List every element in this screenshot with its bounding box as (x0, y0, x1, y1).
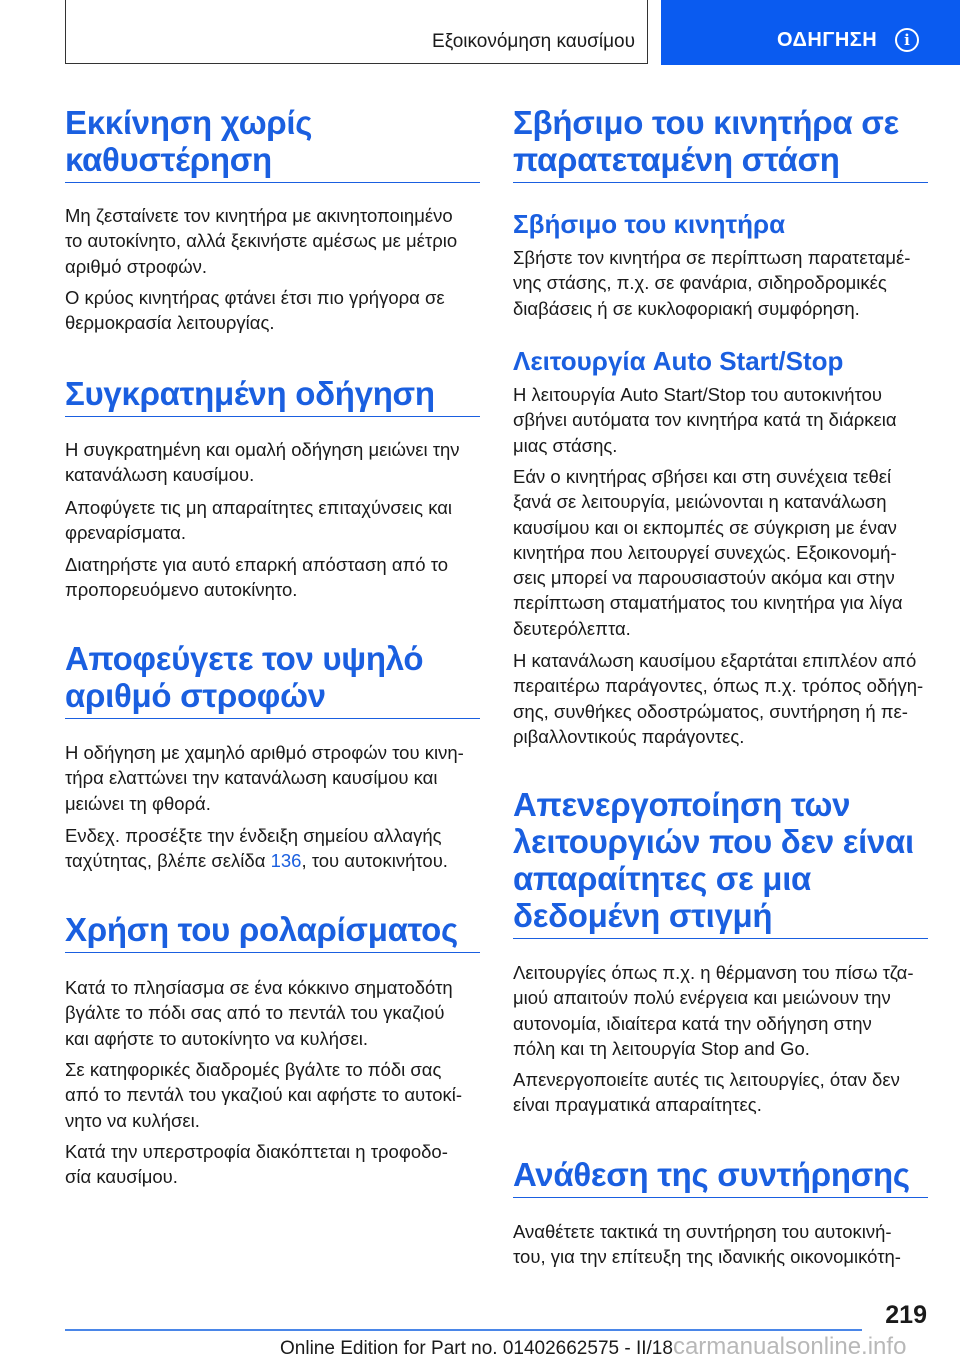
text-line: Η οδήγηση με χαμηλό αριθμό στροφών του κινη- (65, 742, 464, 763)
paragraph (65, 740, 480, 816)
heading-maintenance (513, 1156, 928, 1198)
text-line: αριθμό στροφών (65, 677, 326, 714)
paragraph (65, 495, 480, 546)
paragraph-line (65, 848, 480, 873)
text-line: διαβάσεις ή σε κυκλοφοριακή συμφόρηση. (513, 297, 860, 319)
text-line: αυτονομία, ιδιαίτερα κατά την οδήγηση στην (513, 1012, 872, 1034)
paragraph (513, 960, 928, 1061)
paragraph (65, 285, 480, 336)
info-icon[interactable]: i (895, 28, 919, 52)
text-line: προπορευόμενο αυτοκίνητο. (65, 579, 298, 601)
paragraph (513, 382, 928, 458)
text-line: Ο κρύος κινητήρας φτάνει έτσι πιο γρήγορα σε (65, 287, 445, 308)
paragraph (513, 1067, 928, 1118)
text-line: ριβαλλοντικούς παράγοντες. (513, 725, 745, 747)
text-line: περίπτωση σταματήματος του κινητήρα για λίγα (513, 592, 903, 614)
paragraph (65, 1057, 480, 1133)
text-line: και αφήστε το αυτοκίνητο να κυλήσει. (65, 1027, 368, 1049)
paragraph (513, 464, 928, 641)
text-line: Ανάθεση της συντήρησης (513, 1156, 910, 1193)
text-line: αριθμό στροφών. (65, 255, 208, 277)
text-line: Αποφύγετε τις μη απαραίτητες επιταχύνσεις και (65, 497, 453, 518)
heading-engine-off-long-stop (513, 104, 928, 183)
text-line: νητο να κυλήσει. (65, 1109, 200, 1131)
text-line: Η συγκρατημένη και ομαλή οδήγηση μειώνει την (65, 439, 460, 460)
text-line: πόλη και τη λειτουργία Stop and Go. (513, 1037, 810, 1059)
text-line: Η κατανάλωση καυσίμου εξαρτάται επιπλέον από (513, 650, 917, 671)
text-line: Απενεργοποίηση των (513, 786, 851, 823)
text-line: καθυστέρηση (65, 141, 272, 178)
text-line: Εάν ο κινητήρας σβήσει και στη συνέχεια τεθεί (513, 466, 892, 487)
text: , του αυτοκινήτου. (301, 850, 448, 872)
subheading-auto-start-stop: Λειτουργία Auto Start/Stop (513, 346, 844, 376)
text-line: σης, συνθήκες οδοστρώματος, συντήρηση ή πε- (513, 700, 908, 722)
paragraph-line: Ενδεχ. προσέξτε την ένδειξη σημείου αλλαγής (65, 825, 442, 846)
text-line: Λειτουργίες όπως π.χ. η θέρμανση του πίσω τζα- (513, 962, 914, 983)
text-line: Χρήση του ρολαρίσματος (65, 911, 458, 948)
text-line: από το πεντάλ του γκαζιού και αφήστε το αυτοκί- (65, 1084, 463, 1106)
text-line: λειτουργιών που δεν είναι (513, 823, 914, 860)
chapter-tab[interactable] (661, 0, 960, 65)
heading-deactivate-functions (513, 786, 928, 939)
text-line: βγάλτε το πόδι σας από το πεντάλ του γκαζιού (65, 1002, 445, 1024)
page-number: 219 (885, 1301, 927, 1329)
text-line: Εκκίνηση χωρίς (65, 104, 313, 141)
text-line: Σε κατηφορικές διαδρομές βγάλτε το πόδι σας (65, 1059, 442, 1080)
header-section-box (65, 0, 648, 64)
paragraph (513, 245, 928, 321)
text-line: νης στάσης, π.χ. σε φανάρια, σιδηροδρομικές (513, 272, 887, 294)
text-line: μιού απαιτούν πολύ ενέργεια και μειώνουν την (513, 987, 891, 1009)
text: ταχύτητας, βλέπε σελίδα (65, 850, 271, 872)
text-line: περαιτέρω παράγοντες, όπως π.χ. τρόπος οδήγη- (513, 675, 924, 697)
heading-moderate-driving (65, 375, 480, 417)
watermark: carmanualsonline.info (672, 1333, 907, 1360)
text-line: Κατά την υπερστροφία διακόπτεται η τροφοδο- (65, 1141, 448, 1162)
text-line: κατανάλωση καυσίμου. (65, 464, 255, 486)
text-line: Απενεργοποιείτε αυτές τις λειτουργίες, όταν δεν (513, 1069, 900, 1090)
text-line: απαραίτητες σε μια (513, 860, 812, 897)
section-title: Εξοικονόμηση καυσίμου (432, 31, 635, 52)
paragraph (65, 203, 480, 279)
text-line: Κατά το πλησίασμα σε ένα κόκκινο σηματοδότη (65, 977, 453, 998)
heading-avoid-high-rpm (65, 640, 480, 719)
paragraph (65, 823, 480, 874)
text-line: θερμοκρασία λειτουργίας. (65, 312, 275, 334)
text-line: σεις μπορεί να παρουσιαστούν ακόμα και στην (513, 567, 895, 589)
text-line: το αυτοκίνητο, αλλά ξεκινήστε αμέσως με μέτριο (65, 230, 458, 252)
text-line: καυσίμου και οι εκπομπές σε σύγκριση με έναν (513, 516, 897, 538)
text-line: είναι πραγματικά απαραίτητες. (513, 1094, 762, 1116)
text-line: του, για την επίτευξη της ιδανικής οικονομικότη- (513, 1246, 901, 1268)
paragraph (65, 552, 480, 603)
text-line: κινητήρα που λειτουργεί συνεχώς. Εξοικονομή- (513, 541, 897, 563)
text-line: τήρα ελαττώνει την κατανάλωση καυσίμου και (65, 767, 438, 789)
paragraph (65, 1139, 480, 1190)
paragraph (65, 975, 480, 1051)
text-line: δευτερόλεπτα. (513, 617, 631, 639)
text-line: Αναθέτετε τακτικά τη συντήρηση του αυτοκινή- (513, 1221, 892, 1242)
footer-divider (65, 1329, 862, 1331)
text-line: δεδομένη στιγμή (513, 897, 773, 934)
paragraph (513, 648, 928, 749)
text-line: Αποφεύγετε τον υψηλό (65, 640, 424, 677)
paragraph (65, 437, 480, 488)
text-line: παρατεταμένη στάση (513, 141, 840, 178)
text-line: Διατηρήστε για αυτό επαρκή απόσταση από το (65, 554, 449, 575)
text-line: σία καυσίμου. (65, 1166, 178, 1188)
text-line: Η λειτουργία Auto Start/Stop του αυτοκινήτου (513, 384, 882, 405)
paragraph (513, 1219, 928, 1270)
subheading-switch-off-engine: Σβήσιμο του κινητήρα (513, 209, 786, 239)
heading-coasting (65, 911, 480, 953)
text-line: Μη ζεσταίνετε τον κινητήρα με ακινητοποιημένο (65, 205, 453, 226)
chapter-tab-label: ΟΔΗΓΗΣΗ (777, 29, 878, 51)
footer-edition (280, 1333, 906, 1361)
text-line: Συγκρατημένη οδήγηση (65, 375, 435, 412)
text-line: ξανά σε λειτουργία, μειώνονται η κατανάλωση (513, 491, 887, 513)
edition-text: Online Edition for Part no. 01402662575 - II/18 (280, 1338, 673, 1359)
text-line: Σβήσιμο του κινητήρα σε (513, 104, 899, 141)
heading-start-without-delay (65, 104, 480, 183)
page-link-136[interactable]: 136 (270, 850, 302, 872)
text-line: σβήνει αυτόματα τον κινητήρα κατά τη διάρκεια (513, 409, 897, 431)
text-line: φρεναρίσματα. (65, 522, 186, 544)
text-line: μιας στάσης. (513, 434, 618, 456)
text-line: Σβήστε τον κινητήρα σε περίπτωση παρατεταμέ- (513, 247, 911, 268)
text-line: μειώνει τη φθορά. (65, 792, 211, 814)
